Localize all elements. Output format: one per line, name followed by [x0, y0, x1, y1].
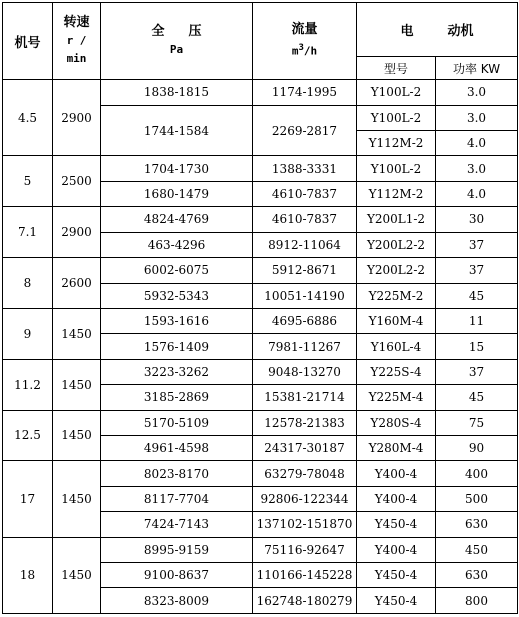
table-row: [3, 359, 518, 384]
cell-flow: 1174-1995: [253, 80, 357, 105]
table-row: [3, 410, 518, 435]
cell-speed: 2900: [53, 207, 101, 258]
header-pressure-label: [101, 23, 252, 41]
header-motor: [357, 3, 518, 57]
header-row: [3, 3, 518, 57]
header-flow-label: 流量: [291, 22, 318, 38]
cell-power: 11: [436, 308, 518, 333]
cell-flow: 137102-151870: [253, 512, 357, 537]
cell-model: 4.5: [3, 80, 53, 156]
cell-motor: Y160M-4: [357, 308, 436, 333]
cell-power: 3.0: [436, 105, 518, 130]
cell-speed: 2600: [53, 258, 101, 309]
cell-motor: Y400-4: [357, 461, 436, 486]
cell-power: 630: [436, 512, 518, 537]
table-row: [3, 308, 518, 333]
cell-flow: 1388-3331: [253, 156, 357, 181]
cell-power: 4.0: [436, 181, 518, 206]
header-flow: [253, 3, 357, 80]
cell-power: 3.0: [436, 156, 518, 181]
cell-pressure: 1593-1616: [101, 308, 253, 333]
cell-pressure: 7424-7143: [101, 512, 253, 537]
cell-model: 12.5: [3, 410, 53, 461]
cell-flow: 4610-7837: [253, 181, 357, 206]
cell-power: 400: [436, 461, 518, 486]
cell-motor: Y160L-4: [357, 334, 436, 359]
cell-pressure: 1576-1409: [101, 334, 253, 359]
cell-pressure: 8995-9159: [101, 537, 253, 562]
cell-power: 15: [436, 334, 518, 359]
cell-speed: 1450: [53, 308, 101, 359]
cell-flow: 110166-145228: [253, 562, 357, 587]
cell-model: 8: [3, 258, 53, 309]
cell-flow: 92806-122344: [253, 486, 357, 511]
header-speed-unit-bottom: min: [66, 52, 87, 66]
cell-motor: Y450-4: [357, 588, 436, 614]
cell-model: 18: [3, 537, 53, 613]
cell-motor: Y450-4: [357, 512, 436, 537]
cell-power: 450: [436, 537, 518, 562]
cell-speed: 1450: [53, 537, 101, 613]
header-flow-unit-suffix: /h: [303, 44, 318, 58]
cell-flow: 4695-6886: [253, 308, 357, 333]
cell-power: 4.0: [436, 131, 518, 156]
table-row: [3, 258, 518, 283]
table-row: [3, 207, 518, 232]
cell-motor: Y112M-2: [357, 131, 436, 156]
table-row: [3, 80, 518, 105]
cell-flow: 12578-21383: [253, 410, 357, 435]
cell-power: 30: [436, 207, 518, 232]
cell-motor: Y280M-4: [357, 435, 436, 460]
cell-pressure: 8117-7704: [101, 486, 253, 511]
cell-power: 45: [436, 385, 518, 410]
header-speed: [53, 3, 101, 80]
cell-flow: 15381-21714: [253, 385, 357, 410]
cell-speed: 2500: [53, 156, 101, 207]
cell-motor: Y100L-2: [357, 105, 436, 130]
header-motor-b: 动机: [447, 23, 474, 39]
cell-flow: 5912-8671: [253, 258, 357, 283]
cell-motor: Y450-4: [357, 562, 436, 587]
cell-flow: 9048-13270: [253, 359, 357, 384]
header-flow-unit-prefix: m: [291, 44, 299, 58]
cell-pressure: 5932-5343: [101, 283, 253, 308]
header-speed-label: 转速: [63, 15, 90, 31]
cell-pressure: 9100-8637: [101, 562, 253, 587]
cell-flow: 4610-7837: [253, 207, 357, 232]
cell-motor: Y200L2-2: [357, 232, 436, 257]
table-row: [3, 461, 518, 486]
cell-power: 37: [436, 359, 518, 384]
fan-spec-table: [2, 2, 518, 614]
header-pressure-a: 全: [151, 24, 165, 40]
cell-model: 9: [3, 308, 53, 359]
cell-power: 800: [436, 588, 518, 614]
cell-flow: 8912-11064: [253, 232, 357, 257]
cell-flow: 10051-14190: [253, 283, 357, 308]
cell-motor: Y100L-2: [357, 80, 436, 105]
cell-power: 75: [436, 410, 518, 435]
cell-speed: 1450: [53, 359, 101, 410]
cell-motor: Y400-4: [357, 537, 436, 562]
cell-flow: 75116-92647: [253, 537, 357, 562]
cell-pressure: 1744-1584: [101, 105, 253, 156]
table-row: [3, 156, 518, 181]
cell-power: 37: [436, 258, 518, 283]
header-model-no: 机号: [3, 3, 53, 80]
cell-pressure: 6002-6075: [101, 258, 253, 283]
cell-flow: 24317-30187: [253, 435, 357, 460]
header-motor-power: 功率 KW: [436, 56, 518, 79]
cell-pressure: 4824-4769: [101, 207, 253, 232]
header-motor-a: 电: [400, 23, 414, 39]
cell-power: 500: [436, 486, 518, 511]
cell-motor: Y100L-2: [357, 156, 436, 181]
cell-pressure: 3185-2869: [101, 385, 253, 410]
cell-power: 90: [436, 435, 518, 460]
cell-flow: 63279-78048: [253, 461, 357, 486]
header-motor-type: 型号: [357, 56, 436, 79]
cell-model: 11.2: [3, 359, 53, 410]
cell-speed: 1450: [53, 461, 101, 537]
cell-pressure: 1838-1815: [101, 80, 253, 105]
cell-speed: 2900: [53, 80, 101, 156]
cell-motor: Y225M-2: [357, 283, 436, 308]
cell-motor: Y200L2-2: [357, 258, 436, 283]
header-pressure-b: 压: [188, 24, 202, 40]
cell-pressure: 4961-4598: [101, 435, 253, 460]
header-speed-unit-top: r /: [66, 34, 87, 48]
cell-motor: Y280S-4: [357, 410, 436, 435]
cell-flow: 162748-180279: [253, 588, 357, 614]
cell-power: 630: [436, 562, 518, 587]
cell-pressure: 8323-8009: [101, 588, 253, 614]
cell-pressure: 463-4296: [101, 232, 253, 257]
cell-motor: Y200L1-2: [357, 207, 436, 232]
cell-motor: Y112M-2: [357, 181, 436, 206]
cell-pressure: 1704-1730: [101, 156, 253, 181]
table-body: [3, 3, 518, 614]
cell-flow: 2269-2817: [253, 105, 357, 156]
cell-speed: 1450: [53, 410, 101, 461]
header-flow-unit-sup: 3: [298, 43, 304, 54]
header-pressure-unit: Pa: [169, 43, 184, 57]
cell-model: 5: [3, 156, 53, 207]
cell-model: 17: [3, 461, 53, 537]
cell-power: 45: [436, 283, 518, 308]
header-pressure: [101, 3, 253, 80]
cell-motor: Y400-4: [357, 486, 436, 511]
cell-motor: Y225S-4: [357, 359, 436, 384]
cell-pressure: 5170-5109: [101, 410, 253, 435]
header-flow-unit: [253, 39, 356, 61]
cell-pressure: 3223-3262: [101, 359, 253, 384]
cell-power: 37: [436, 232, 518, 257]
cell-flow: 7981-11267: [253, 334, 357, 359]
cell-power: 3.0: [436, 80, 518, 105]
table-row: [3, 537, 518, 562]
cell-motor: Y225M-4: [357, 385, 436, 410]
cell-pressure: 1680-1479: [101, 181, 253, 206]
cell-model: 7.1: [3, 207, 53, 258]
cell-pressure: 8023-8170: [101, 461, 253, 486]
